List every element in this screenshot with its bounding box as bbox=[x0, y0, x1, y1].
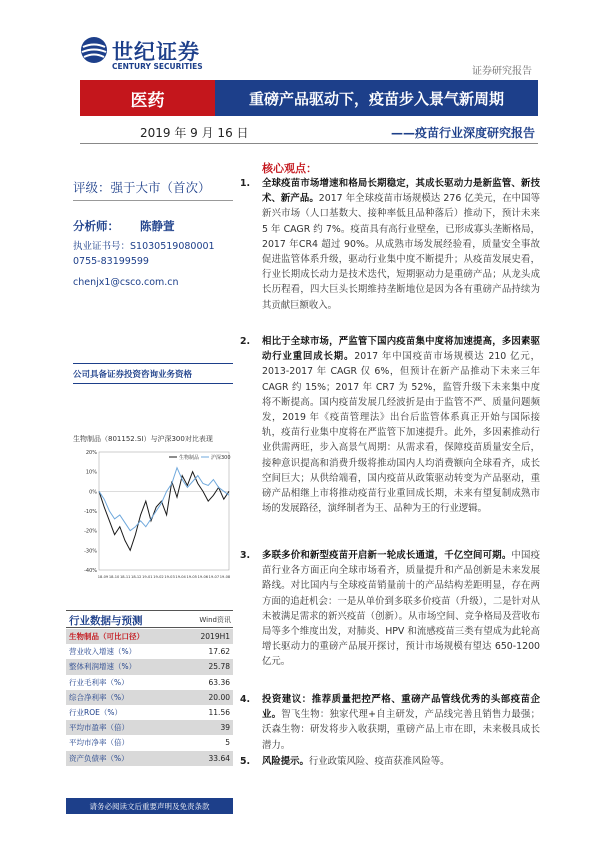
table-row-label: 营业收入增速（%） bbox=[69, 647, 137, 657]
table-row-label: 行业ROE（%） bbox=[69, 708, 122, 718]
y-tick-label: 0% bbox=[89, 489, 97, 496]
point-highlight: 投资建议：推荐质量把控严格、重磅产品管线优秀的头部疫苗企业。 bbox=[262, 694, 540, 721]
table-row bbox=[66, 675, 233, 690]
analyst-email[interactable]: chenjx1@csco.com.cn bbox=[73, 277, 179, 288]
legend-label: 生物制品 bbox=[179, 455, 200, 461]
core-views-title: 核心观点： bbox=[262, 162, 317, 175]
table-row-value: 20.00 bbox=[208, 692, 230, 702]
point-number: 2. bbox=[240, 336, 251, 347]
report-subtitle: ——疫苗行业深度研究报告 bbox=[390, 126, 535, 140]
table-row-value: 11.56 bbox=[208, 708, 230, 718]
table-row bbox=[66, 751, 233, 766]
analyst-name: 陈静萱 bbox=[140, 219, 175, 233]
table-row-label: 综合净利率（%） bbox=[69, 692, 129, 702]
y-tick-label: 10% bbox=[85, 469, 97, 476]
x-tick-label: 19-08 bbox=[219, 575, 231, 579]
brand-name-en: CENTURY SECURITIES bbox=[112, 62, 203, 71]
table-row-label: 平均市盈率（倍） bbox=[69, 723, 129, 733]
point-text: 行业政策风险、疫苗获准风险等。 bbox=[308, 756, 450, 767]
point-highlight: 全球疫苗市场增速和格局长期稳定，其成长驱动力是新监管、新技术、新产品。 bbox=[262, 178, 540, 205]
y-tick-label: -40% bbox=[84, 568, 97, 574]
table-row-label: 行业毛利率（%） bbox=[69, 677, 129, 687]
table-row-label: 整体利润增速（%） bbox=[69, 662, 137, 672]
x-tick-label: 19-01 bbox=[142, 575, 153, 579]
y-tick-label: -20% bbox=[84, 528, 97, 535]
point-2 bbox=[240, 334, 540, 516]
point-highlight: 多联多价和新型疫苗开启新一轮成长通道，千亿空间可期。 bbox=[262, 550, 512, 561]
x-tick-label: 19-03 bbox=[164, 575, 175, 579]
point-1 bbox=[240, 176, 540, 313]
table-row-value: 2019H1 bbox=[200, 632, 230, 642]
table-row-value: 39 bbox=[220, 723, 230, 733]
table-row-value: 63.36 bbox=[208, 677, 230, 687]
x-tick-label: 18-11 bbox=[119, 575, 131, 579]
x-tick-label: 18-10 bbox=[108, 575, 120, 579]
table-row bbox=[66, 735, 233, 750]
qualification-divider-top bbox=[73, 363, 233, 364]
table-header bbox=[66, 610, 233, 628]
table-row bbox=[66, 659, 233, 674]
brand-name-cn: 世纪证券 bbox=[112, 40, 200, 64]
analyst-label: 分析师： bbox=[73, 219, 119, 233]
qualification-divider-bottom bbox=[73, 383, 233, 384]
point-text: 2017 年全球疫苗市场规模达 276 亿美元，在中国等新兴市场（人口基数大、接种率低且品种落后）推动下，预计未来 5 年 CAGR 约 7%。疫苗具有高行业壁垒，已形成寡头垄断格局，2017 年CR4 超过 90%。从成熟市场发展经验看，质量安全事故促进监管体系升级，驱动行业集中度不断提升；从疫苗发展史看，行业长期成长动力是技术迭代，短期驱动力是重磅产品；从龙头成长历程看，四大巨头长期维持垄断地位是因为各有重磅产品持续为其贡献巨额收入。 bbox=[262, 193, 540, 311]
analyst-phone: 0755-83199599 bbox=[73, 256, 149, 267]
table-row bbox=[66, 720, 233, 735]
table-source: Wind资讯 bbox=[199, 616, 231, 624]
table-row-value: 25.78 bbox=[208, 662, 230, 672]
disclaimer-bar[interactable]: 请务必阅读文后重要声明及免责条款 bbox=[66, 798, 233, 814]
x-tick-label: 19-05 bbox=[186, 575, 197, 579]
report-title: 重磅产品驱动下，疫苗步入景气新周期 bbox=[215, 80, 538, 116]
header-divider bbox=[80, 143, 538, 144]
title-banner bbox=[80, 80, 538, 116]
sector-label: 医药 bbox=[80, 80, 215, 116]
report-type-label: 证券研究报告 bbox=[472, 66, 532, 77]
table-title: 行业数据与预测 bbox=[69, 615, 143, 627]
chart-caption: 生物制品（801152.SI）与沪深300对比表现 bbox=[73, 435, 213, 443]
chart-frame bbox=[99, 452, 229, 570]
analyst-license: 执业证书号：S1030519080001 bbox=[73, 241, 215, 252]
y-tick-label: -30% bbox=[84, 548, 97, 555]
point-5 bbox=[240, 754, 540, 769]
rating-divider bbox=[73, 200, 233, 201]
performance-chart bbox=[73, 444, 235, 590]
legend-label: 沪深300 bbox=[211, 455, 231, 461]
point-4 bbox=[240, 692, 540, 753]
table-row-label: 生物制品（可比口径） bbox=[69, 632, 144, 642]
table-row-value: 17.62 bbox=[208, 647, 230, 657]
table-row-label: 平均市净率（倍） bbox=[69, 738, 129, 748]
x-tick-label: 18-09 bbox=[97, 575, 109, 579]
point-3 bbox=[240, 548, 540, 670]
x-tick-label: 19-07 bbox=[208, 575, 220, 579]
table-row bbox=[66, 629, 233, 644]
table-row bbox=[66, 705, 233, 720]
x-tick-label: 18-12 bbox=[131, 575, 142, 579]
table-row-label: 资产负债率（%） bbox=[69, 753, 129, 763]
globe-logo-icon bbox=[80, 36, 108, 64]
table-row-value: 5 bbox=[225, 738, 230, 748]
point-text: 中国疫苗行业各方面正向全球市场看齐，质量提升和产品创新是未来发展路线。对比国内与全球疫苗销量前十的产品结构差距明显，存在两方面的追赶机会：一是从单价到多联多价疫苗（升级），二是针对从未被满足需求的新兴疫苗（创新）。从市场空间、竞争格局及营收布局等多个维度出发，对肺炎、HPV 和流感疫苗三类有望成为此轮高增长驱动力的重磅产品展开探讨，预计市场规模有望达 650-1200 亿元。 bbox=[262, 550, 540, 668]
table-row-value: 33.64 bbox=[208, 753, 230, 763]
x-tick-label: 19-02 bbox=[153, 575, 164, 579]
point-text: 2017 年中国疫苗市场规模达 210 亿元，2013-2017 年 CAGR 仅 6%，但预计在新产品推动下未来三年 CAGR 约 15%；2017 年 CR7 为 52%，监管升级下未来集中度将不断提高。国内疫苗发展几经波折是由于监管不严、质量问题频发，2019 年《疫苗管理法》出台后监管体系真正开始与国际接轨，疫苗行业集中度将在严监管下加速提升。此外，多因素推动行业供需两旺，步入高景气周期：从需求看，保障疫苗质量安全后，接种意识提高和消费升级将推动国内人均消费额向全球看齐，成长空间巨大；从供给端看，国内疫苗从政策驱动转变为产品驱动，重磅产品相继上市将推动疫苗行业重回成长期，未来有望复制成熟市场的发展路径，演绎制者为王、品种为王的行业逻辑。 bbox=[262, 351, 540, 515]
point-number: 5. bbox=[240, 756, 251, 767]
x-tick-label: 19-04 bbox=[175, 575, 186, 579]
point-number: 4. bbox=[240, 694, 251, 705]
qualification-text: 公司具备证券投资咨询业务资格 bbox=[73, 370, 193, 380]
point-highlight: 风险提示。 bbox=[262, 756, 309, 767]
x-tick-label: 19-06 bbox=[197, 575, 209, 579]
point-highlight: 相比于全球市场，严监管下国内疫苗集中度将加速提高，多因素驱动行业重回成长期。 bbox=[262, 336, 540, 363]
y-tick-label: 20% bbox=[85, 450, 97, 456]
industry-data-table bbox=[66, 629, 233, 766]
rating-label: 评级：强于大市（首次） bbox=[73, 180, 211, 195]
table-row bbox=[66, 644, 233, 659]
point-number: 1. bbox=[240, 178, 251, 189]
point-text: 智飞生物：独家代理+自主研发，产品线完善且销售力最强；沃森生物：研发将步入收获期，重磅产品上市在即，未来极具成长潜力。 bbox=[262, 709, 540, 751]
y-tick-label: -10% bbox=[84, 509, 97, 515]
company-logo bbox=[80, 36, 230, 76]
report-date: 2019 年 9 月 16 日 bbox=[140, 126, 249, 140]
point-number: 3. bbox=[240, 550, 251, 561]
table-row bbox=[66, 690, 233, 705]
